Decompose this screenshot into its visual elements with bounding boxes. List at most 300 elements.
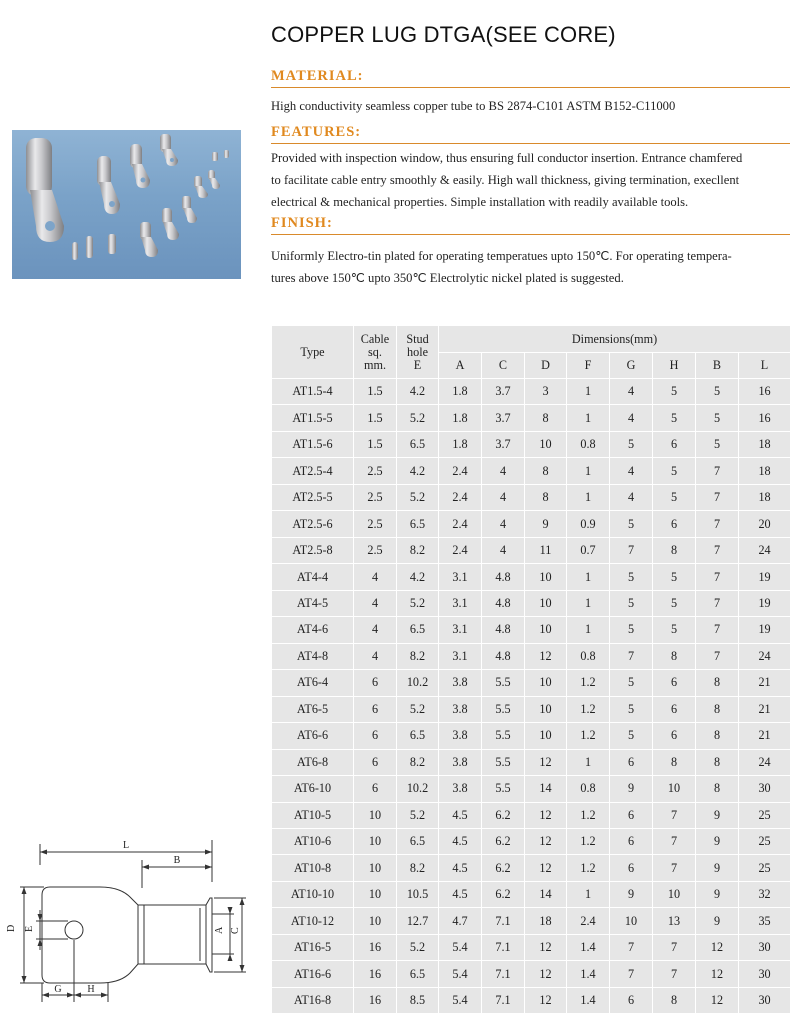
value-cell: 12 — [696, 961, 739, 987]
dim-col-header-L: L — [739, 353, 791, 379]
value-cell: 1.2 — [567, 696, 610, 722]
value-cell: 5.5 — [482, 670, 525, 696]
value-cell: 10.5 — [397, 881, 439, 907]
value-cell: 16 — [739, 405, 791, 431]
type-cell: AT1.5-5 — [272, 405, 354, 431]
value-cell: 1.5 — [354, 405, 397, 431]
type-cell: AT4-8 — [272, 643, 354, 669]
cable-header-line: mm. — [363, 357, 386, 372]
value-cell: 1 — [567, 379, 610, 405]
value-cell: 4 — [482, 484, 525, 510]
value-cell: 18 — [525, 908, 567, 934]
value-cell: 9 — [525, 511, 567, 537]
value-cell: 19 — [739, 617, 791, 643]
value-cell: 30 — [739, 961, 791, 987]
value-cell: 32 — [739, 881, 791, 907]
table-row — [272, 458, 791, 484]
value-cell: 10 — [525, 723, 567, 749]
value-cell: 10 — [525, 670, 567, 696]
value-cell: 4.8 — [482, 564, 525, 590]
value-cell: 4 — [482, 537, 525, 563]
stud-header — [397, 326, 439, 379]
value-cell: 7 — [610, 537, 653, 563]
value-cell: 10.2 — [397, 776, 439, 802]
value-cell: 21 — [739, 670, 791, 696]
value-cell: 7 — [610, 643, 653, 669]
value-cell: 1.2 — [567, 802, 610, 828]
value-cell: 8.2 — [397, 749, 439, 775]
value-cell: 1.2 — [567, 828, 610, 854]
table-row — [272, 696, 791, 722]
value-cell: 3.1 — [439, 643, 482, 669]
value-cell: 14 — [525, 881, 567, 907]
value-cell: 10 — [354, 908, 397, 934]
value-cell: 5 — [696, 405, 739, 431]
features-line: electrical & mechanical properties. Simple installation with readily available tools. — [271, 195, 689, 209]
value-cell: 5 — [653, 379, 696, 405]
dim-label-E: E — [24, 925, 35, 932]
value-cell: 4.8 — [482, 590, 525, 616]
value-cell: 8 — [696, 723, 739, 749]
value-cell: 4 — [610, 405, 653, 431]
value-cell: 5.2 — [397, 934, 439, 960]
value-cell: 5 — [610, 431, 653, 457]
value-cell: 1.4 — [567, 987, 610, 1013]
value-cell: 1.5 — [354, 379, 397, 405]
value-cell: 5 — [696, 431, 739, 457]
value-cell: 4 — [354, 590, 397, 616]
value-cell: 1 — [567, 405, 610, 431]
table-row — [272, 908, 791, 934]
value-cell: 8 — [653, 643, 696, 669]
finish-line: tures above 150℃ upto 350℃ Electrolytic nickel plated is suggested. — [271, 271, 624, 285]
value-cell: 5.2 — [397, 405, 439, 431]
stud-header-line: hole — [407, 344, 428, 359]
value-cell: 5 — [653, 484, 696, 510]
lug-dimension-drawing — [8, 830, 248, 1005]
value-cell: 30 — [739, 776, 791, 802]
value-cell: 4 — [482, 458, 525, 484]
value-cell: 4.7 — [439, 908, 482, 934]
type-cell: AT6-10 — [272, 776, 354, 802]
value-cell: 2.5 — [354, 458, 397, 484]
value-cell: 5 — [610, 511, 653, 537]
table-row — [272, 405, 791, 431]
value-cell: 5.5 — [482, 723, 525, 749]
value-cell: 5.2 — [397, 802, 439, 828]
stud-header-line: Stud — [406, 331, 429, 346]
value-cell: 8 — [653, 537, 696, 563]
value-cell: 4.2 — [397, 458, 439, 484]
table-row — [272, 881, 791, 907]
value-cell: 3.7 — [482, 379, 525, 405]
value-cell: 4.2 — [397, 564, 439, 590]
value-cell: 5 — [653, 564, 696, 590]
value-cell: 3.7 — [482, 431, 525, 457]
dim-col-header-H: H — [653, 353, 696, 379]
type-header: Type — [272, 326, 354, 379]
value-cell: 6 — [610, 749, 653, 775]
value-cell: 4 — [610, 379, 653, 405]
finish-heading: FINISH: — [271, 215, 790, 235]
value-cell: 18 — [739, 458, 791, 484]
value-cell: 6.5 — [397, 511, 439, 537]
features-text — [271, 147, 793, 213]
value-cell: 25 — [739, 855, 791, 881]
type-cell: AT6-5 — [272, 696, 354, 722]
value-cell: 5 — [653, 617, 696, 643]
value-cell: 2.4 — [439, 458, 482, 484]
value-cell: 0.8 — [567, 643, 610, 669]
table-row — [272, 934, 791, 960]
value-cell: 16 — [739, 379, 791, 405]
value-cell: 6 — [610, 855, 653, 881]
lug-large — [26, 138, 64, 242]
value-cell: 9 — [696, 855, 739, 881]
value-cell: 0.8 — [567, 431, 610, 457]
value-cell: 6 — [610, 828, 653, 854]
value-cell: 25 — [739, 802, 791, 828]
features-line: to facilitate cable entry smoothly & easily. High wall thickness, giving termination, execllent — [271, 173, 740, 187]
value-cell: 7 — [653, 802, 696, 828]
finish-line: Uniformly Electro-tin plated for operating temperatues upto 150℃. For operating tempera- — [271, 249, 732, 263]
table-row — [272, 484, 791, 510]
value-cell: 1.8 — [439, 405, 482, 431]
value-cell: 7 — [696, 484, 739, 510]
dim-label-H: H — [87, 984, 95, 995]
dim-col-header-B: B — [696, 353, 739, 379]
value-cell: 5 — [610, 617, 653, 643]
table-row — [272, 723, 791, 749]
value-cell: 1 — [567, 881, 610, 907]
type-cell: AT16-5 — [272, 934, 354, 960]
value-cell: 2.4 — [439, 511, 482, 537]
value-cell: 7 — [696, 511, 739, 537]
dim-label-L: L — [122, 840, 130, 851]
value-cell: 6.5 — [397, 961, 439, 987]
table-row — [272, 379, 791, 405]
type-cell: AT4-6 — [272, 617, 354, 643]
value-cell: 5 — [610, 670, 653, 696]
value-cell: 6 — [354, 696, 397, 722]
value-cell: 5 — [610, 723, 653, 749]
value-cell: 8 — [525, 405, 567, 431]
value-cell: 4.5 — [439, 828, 482, 854]
value-cell: 3 — [525, 379, 567, 405]
value-cell: 6.5 — [397, 828, 439, 854]
dim-label-C: C — [230, 927, 241, 934]
value-cell: 1.2 — [567, 855, 610, 881]
value-cell: 7 — [696, 537, 739, 563]
value-cell: 6.5 — [397, 431, 439, 457]
type-cell: AT16-8 — [272, 987, 354, 1013]
value-cell: 8 — [696, 696, 739, 722]
value-cell: 1 — [567, 749, 610, 775]
value-cell: 4 — [610, 484, 653, 510]
type-cell: AT10-5 — [272, 802, 354, 828]
value-cell: 6 — [610, 987, 653, 1013]
lug-medium — [97, 156, 120, 214]
table-row — [272, 776, 791, 802]
value-cell: 3.1 — [439, 617, 482, 643]
value-cell: 6.5 — [397, 723, 439, 749]
type-cell: AT4-4 — [272, 564, 354, 590]
value-cell: 12 — [696, 934, 739, 960]
value-cell: 2.4 — [567, 908, 610, 934]
value-cell: 3.1 — [439, 564, 482, 590]
value-cell: 10 — [354, 881, 397, 907]
value-cell: 3.1 — [439, 590, 482, 616]
value-cell: 5.2 — [397, 590, 439, 616]
value-cell: 9 — [610, 776, 653, 802]
value-cell: 12 — [525, 749, 567, 775]
value-cell: 10 — [653, 881, 696, 907]
value-cell: 10 — [354, 828, 397, 854]
dim-label-D: D — [6, 924, 17, 932]
value-cell: 7 — [696, 590, 739, 616]
table-row — [272, 987, 791, 1013]
value-cell: 4 — [354, 617, 397, 643]
value-cell: 1 — [567, 590, 610, 616]
table-row — [272, 537, 791, 563]
value-cell: 7.1 — [482, 961, 525, 987]
value-cell: 1.2 — [567, 723, 610, 749]
value-cell: 7 — [653, 934, 696, 960]
value-cell: 1 — [567, 617, 610, 643]
value-cell: 25 — [739, 828, 791, 854]
features-heading: FEATURES: — [271, 124, 790, 144]
type-cell: AT10-6 — [272, 828, 354, 854]
value-cell: 21 — [739, 723, 791, 749]
product-photo — [12, 130, 241, 279]
table-row — [272, 961, 791, 987]
value-cell: 5 — [610, 696, 653, 722]
table-row — [272, 431, 791, 457]
table-row — [272, 590, 791, 616]
value-cell: 10 — [525, 696, 567, 722]
type-cell: AT2.5-5 — [272, 484, 354, 510]
value-cell: 5.2 — [397, 696, 439, 722]
value-cell: 12.7 — [397, 908, 439, 934]
type-cell: AT6-8 — [272, 749, 354, 775]
dim-label-A: A — [214, 926, 225, 934]
value-cell: 1 — [567, 484, 610, 510]
value-cell: 10 — [525, 564, 567, 590]
value-cell: 12 — [525, 934, 567, 960]
value-cell: 12 — [525, 643, 567, 669]
value-cell: 7.1 — [482, 934, 525, 960]
value-cell: 6.5 — [397, 617, 439, 643]
finish-text — [271, 245, 793, 289]
value-cell: 30 — [739, 934, 791, 960]
type-cell: AT10-10 — [272, 881, 354, 907]
value-cell: 7 — [696, 564, 739, 590]
value-cell: 21 — [739, 696, 791, 722]
value-cell: 9 — [696, 802, 739, 828]
value-cell: 0.7 — [567, 537, 610, 563]
page-title: COPPER LUG DTGA(SEE CORE) — [271, 22, 616, 47]
dim-col-header-A: A — [439, 353, 482, 379]
value-cell: 24 — [739, 643, 791, 669]
value-cell: 8 — [653, 987, 696, 1013]
value-cell: 10 — [525, 590, 567, 616]
value-cell: 10 — [525, 617, 567, 643]
value-cell: 7 — [610, 934, 653, 960]
value-cell: 6.2 — [482, 828, 525, 854]
dimensions-header: Dimensions(mm) — [439, 326, 791, 353]
value-cell: 3.8 — [439, 776, 482, 802]
value-cell: 18 — [739, 484, 791, 510]
value-cell: 14 — [525, 776, 567, 802]
table-row — [272, 564, 791, 590]
value-cell: 8.2 — [397, 643, 439, 669]
value-cell: 6 — [610, 802, 653, 828]
value-cell: 7.1 — [482, 987, 525, 1013]
table-row — [272, 749, 791, 775]
value-cell: 5.5 — [482, 696, 525, 722]
value-cell: 9 — [610, 881, 653, 907]
value-cell: 8 — [696, 749, 739, 775]
value-cell: 5.4 — [439, 934, 482, 960]
value-cell: 5 — [653, 590, 696, 616]
value-cell: 0.8 — [567, 776, 610, 802]
features-line: Provided with inspection window, thus ensuring full conductor insertion. Entrance chamfered — [271, 151, 743, 165]
value-cell: 12 — [525, 961, 567, 987]
table-row — [272, 670, 791, 696]
value-cell: 8.2 — [397, 855, 439, 881]
dim-col-header-G: G — [610, 353, 653, 379]
value-cell: 7 — [610, 961, 653, 987]
dim-col-header-F: F — [567, 353, 610, 379]
value-cell: 4.5 — [439, 855, 482, 881]
value-cell: 9 — [696, 908, 739, 934]
value-cell: 18 — [739, 431, 791, 457]
dim-label-B: B — [173, 855, 181, 866]
value-cell: 6 — [354, 723, 397, 749]
material-text: High conductivity seamless copper tube to BS 2874-C101 ASTM B152-C11000 — [271, 99, 676, 113]
value-cell: 12 — [696, 987, 739, 1013]
value-cell: 2.5 — [354, 537, 397, 563]
table-row — [272, 511, 791, 537]
value-cell: 11 — [525, 537, 567, 563]
value-cell: 4.8 — [482, 617, 525, 643]
cable-header — [354, 326, 397, 379]
value-cell: 8 — [525, 458, 567, 484]
type-cell: AT4-5 — [272, 590, 354, 616]
value-cell: 10 — [525, 431, 567, 457]
value-cell: 4.8 — [482, 643, 525, 669]
value-cell: 5 — [610, 564, 653, 590]
value-cell: 30 — [739, 987, 791, 1013]
value-cell: 13 — [653, 908, 696, 934]
value-cell: 3.8 — [439, 723, 482, 749]
table-row — [272, 828, 791, 854]
value-cell: 16 — [354, 961, 397, 987]
value-cell: 1 — [567, 564, 610, 590]
type-cell: AT10-8 — [272, 855, 354, 881]
type-cell: AT1.5-6 — [272, 431, 354, 457]
type-cell: AT1.5-4 — [272, 379, 354, 405]
table-row — [272, 855, 791, 881]
value-cell: 4.5 — [439, 881, 482, 907]
value-cell: 35 — [739, 908, 791, 934]
value-cell: 5 — [696, 379, 739, 405]
value-cell: 5.5 — [482, 776, 525, 802]
value-cell: 6.2 — [482, 802, 525, 828]
table-row — [272, 802, 791, 828]
value-cell: 12 — [525, 802, 567, 828]
value-cell: 5.4 — [439, 987, 482, 1013]
value-cell: 5 — [610, 590, 653, 616]
material-heading: MATERIAL: — [271, 68, 790, 88]
value-cell: 7 — [696, 458, 739, 484]
value-cell: 1.2 — [567, 670, 610, 696]
value-cell: 19 — [739, 564, 791, 590]
value-cell: 16 — [354, 934, 397, 960]
table-row — [272, 643, 791, 669]
value-cell: 8 — [653, 749, 696, 775]
value-cell: 6 — [354, 776, 397, 802]
value-cell: 8 — [696, 670, 739, 696]
value-cell: 6 — [653, 696, 696, 722]
value-cell: 8.5 — [397, 987, 439, 1013]
value-cell: 5 — [653, 405, 696, 431]
value-cell: 10 — [354, 855, 397, 881]
cable-header-line: Cable — [360, 331, 390, 346]
value-cell: 1.4 — [567, 961, 610, 987]
value-cell: 6.2 — [482, 881, 525, 907]
value-cell: 12 — [525, 828, 567, 854]
type-cell: AT6-6 — [272, 723, 354, 749]
value-cell: 7 — [696, 643, 739, 669]
value-cell: 8 — [525, 484, 567, 510]
value-cell: 3.7 — [482, 405, 525, 431]
value-cell: 5.2 — [397, 484, 439, 510]
value-cell: 7 — [653, 855, 696, 881]
value-cell: 6 — [653, 723, 696, 749]
value-cell: 3.8 — [439, 696, 482, 722]
value-cell: 10 — [354, 802, 397, 828]
value-cell: 5 — [653, 458, 696, 484]
dim-col-header-C: C — [482, 353, 525, 379]
value-cell: 0.9 — [567, 511, 610, 537]
value-cell: 20 — [739, 511, 791, 537]
value-cell: 3.8 — [439, 749, 482, 775]
value-cell: 19 — [739, 590, 791, 616]
dim-col-header-D: D — [525, 353, 567, 379]
value-cell: 1.8 — [439, 431, 482, 457]
value-cell: 10 — [653, 776, 696, 802]
value-cell: 7 — [653, 828, 696, 854]
value-cell: 24 — [739, 749, 791, 775]
value-cell: 4 — [610, 458, 653, 484]
stud-header-line: E — [413, 357, 422, 372]
value-cell: 5.4 — [439, 961, 482, 987]
value-cell: 6 — [653, 670, 696, 696]
value-cell: 10.2 — [397, 670, 439, 696]
value-cell: 4 — [482, 511, 525, 537]
value-cell: 3.8 — [439, 670, 482, 696]
value-cell: 16 — [354, 987, 397, 1013]
value-cell: 7 — [696, 617, 739, 643]
value-cell: 12 — [525, 855, 567, 881]
value-cell: 2.5 — [354, 484, 397, 510]
value-cell: 12 — [525, 987, 567, 1013]
value-cell: 1 — [567, 458, 610, 484]
value-cell: 4.5 — [439, 802, 482, 828]
value-cell: 1.8 — [439, 379, 482, 405]
value-cell: 5.5 — [482, 749, 525, 775]
